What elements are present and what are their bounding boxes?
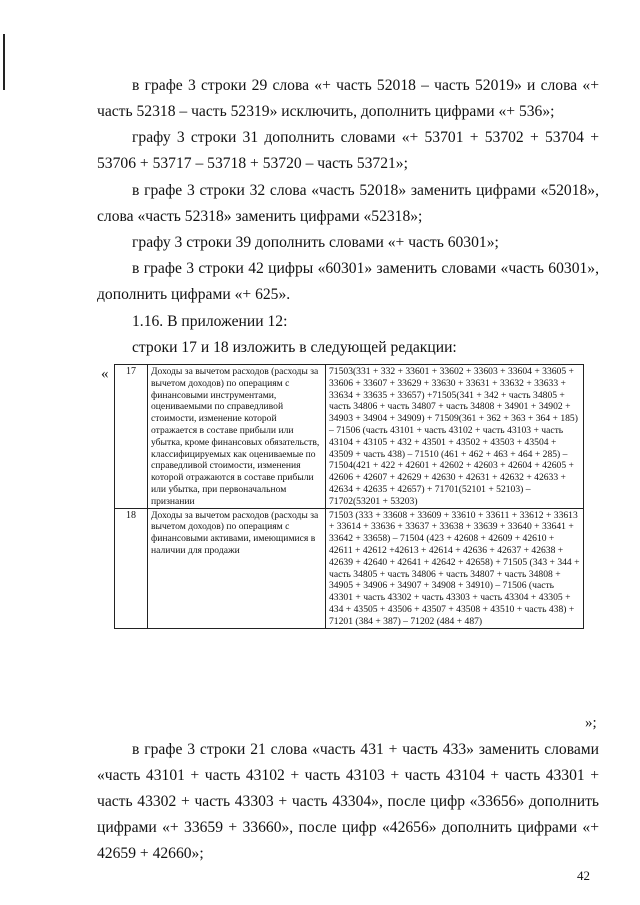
margin-mark <box>3 34 5 90</box>
row-name: Доходы за вычетом расходов (расходы за вычетом доходов) по операциям с финансовыми активами, имеющимися в наличии для продажи <box>148 508 326 628</box>
row-name: Доходы за вычетом расходов (расходы за вычетом доходов) по операциям с финансовыми инструментами, оцениваемыми по справедливой стоимости, изменение которой отражается в составе прибыли или убытка, кроме финансовых обязательств, классифицируемых как оцениваемые по справедливой стоимости, изменения которой отражаются в составе прибыли или убытка, при первоначальном признании <box>148 365 326 509</box>
paragraph-row39: графу 3 строки 39 дополнить словами «+ часть 60301»; <box>132 234 499 251</box>
quote-open: « <box>101 366 109 382</box>
section-heading-1-16: 1.16. В приложении 12: <box>132 313 288 330</box>
paragraph-rows-17-18: строки 17 и 18 изложить в следующей редакции: <box>132 339 457 356</box>
row-number: 17 <box>115 365 148 509</box>
paragraph-row32: в графе 3 строки 32 слова «часть 52018» заменить цифрами «52018», слова «часть 52318» заменить цифрами «52318»; <box>97 182 599 225</box>
page-number: 42 <box>577 868 590 883</box>
table-row <box>115 508 584 628</box>
paragraph-row21: в графе 3 строки 21 слова «часть 431 + часть 433» заменить словами «часть 43101 + часть 43102 + часть 43103 + часть 43104 + часть 43301 + часть 43302 + часть 43303 + часть 43304», после цифр «33656» дополнить цифрами «+ 33659 + 33660», после цифр «42656» дополнить цифрами «+ 42659 + 42660»; <box>97 741 599 862</box>
row-codes: 71503(331 + 332 + 33601 + 33602 + 33603 + 33604 + 33605 + 33606 + 33607 + 33629 + 33630 + 33631 + 33632 + 33633 + 33634 + 33635 + 33657) +71505(341 + 342 + часть 34805 + часть 34806 + часть 34807 + часть 34808 + 34901 + 34902 + 34903 + 34904 + 34909) + 71509(361 + 362 + 363 + 364 + 185) – 71506 (часть 43101 + часть 43102 + часть 43103 + часть 43104 + 43105 + 432 + 43501 + 43502 + 43503 + 43504 + 43509 + часть 438) – 71510 (461 + 462 + 463 + 464 + 285) – 71504(421 + 422 + 42601 + 42602 + 42603 + 42604 + 42605 + 42606 + 42607 + 42629 + 42630 + 42631 + 42632 + 42633 + 42634 + 42635 + 42657) + 71701(52101 + 52103) – 71702(53201 + 53203) <box>326 365 584 509</box>
paragraph-row42: в графе 3 строки 42 цифры «60301» заменить словами «часть 60301», дополнить цифрами «+ 625». <box>97 260 599 303</box>
paragraph-row29: в графе 3 строки 29 слова «+ часть 52018 – часть 52019» и слова «+ часть 52318 – часть 52319» исключить, дополнить цифрами «+ 536»; <box>97 77 599 120</box>
row-codes: 71503 (333 + 33608 + 33609 + 33610 + 33611 + 33612 + 33613 + 33614 + 33636 + 33637 + 33638 + 33639 + 33640 + 33641 + 33642 + 33658) – 71504 (423 + 42608 + 42609 + 42610 + 42611 + 42612 +42613 + 42614 + 42636 + 42637 + 42638 + 42639 + 42640 + 42641 + 42642 + 42658) + 71505 (343 + 344 + часть 34805 + часть 34806 + часть 34807 + часть 34808 + 34905 + 34906 + 34907 + 34908 + 34910) – 71506 (часть 43301 + часть 43302 + часть 43303 + часть 43304 + 43305 + 434 + 43505 + 43506 + 43507 + 43508 + 43510 + часть 438) + 71201 (384 + 387) – 71202 (484 + 487) <box>326 508 584 628</box>
paragraph-row31: графу 3 строки 31 дополнить словами «+ 53701 + 53702 + 53704 + 53706 + 53717 – 53718 + 53720 – часть 53721»; <box>97 129 599 172</box>
row-number: 18 <box>115 508 148 628</box>
table-row <box>115 365 584 509</box>
quote-close: »; <box>585 715 597 731</box>
amendment-table <box>114 364 584 629</box>
